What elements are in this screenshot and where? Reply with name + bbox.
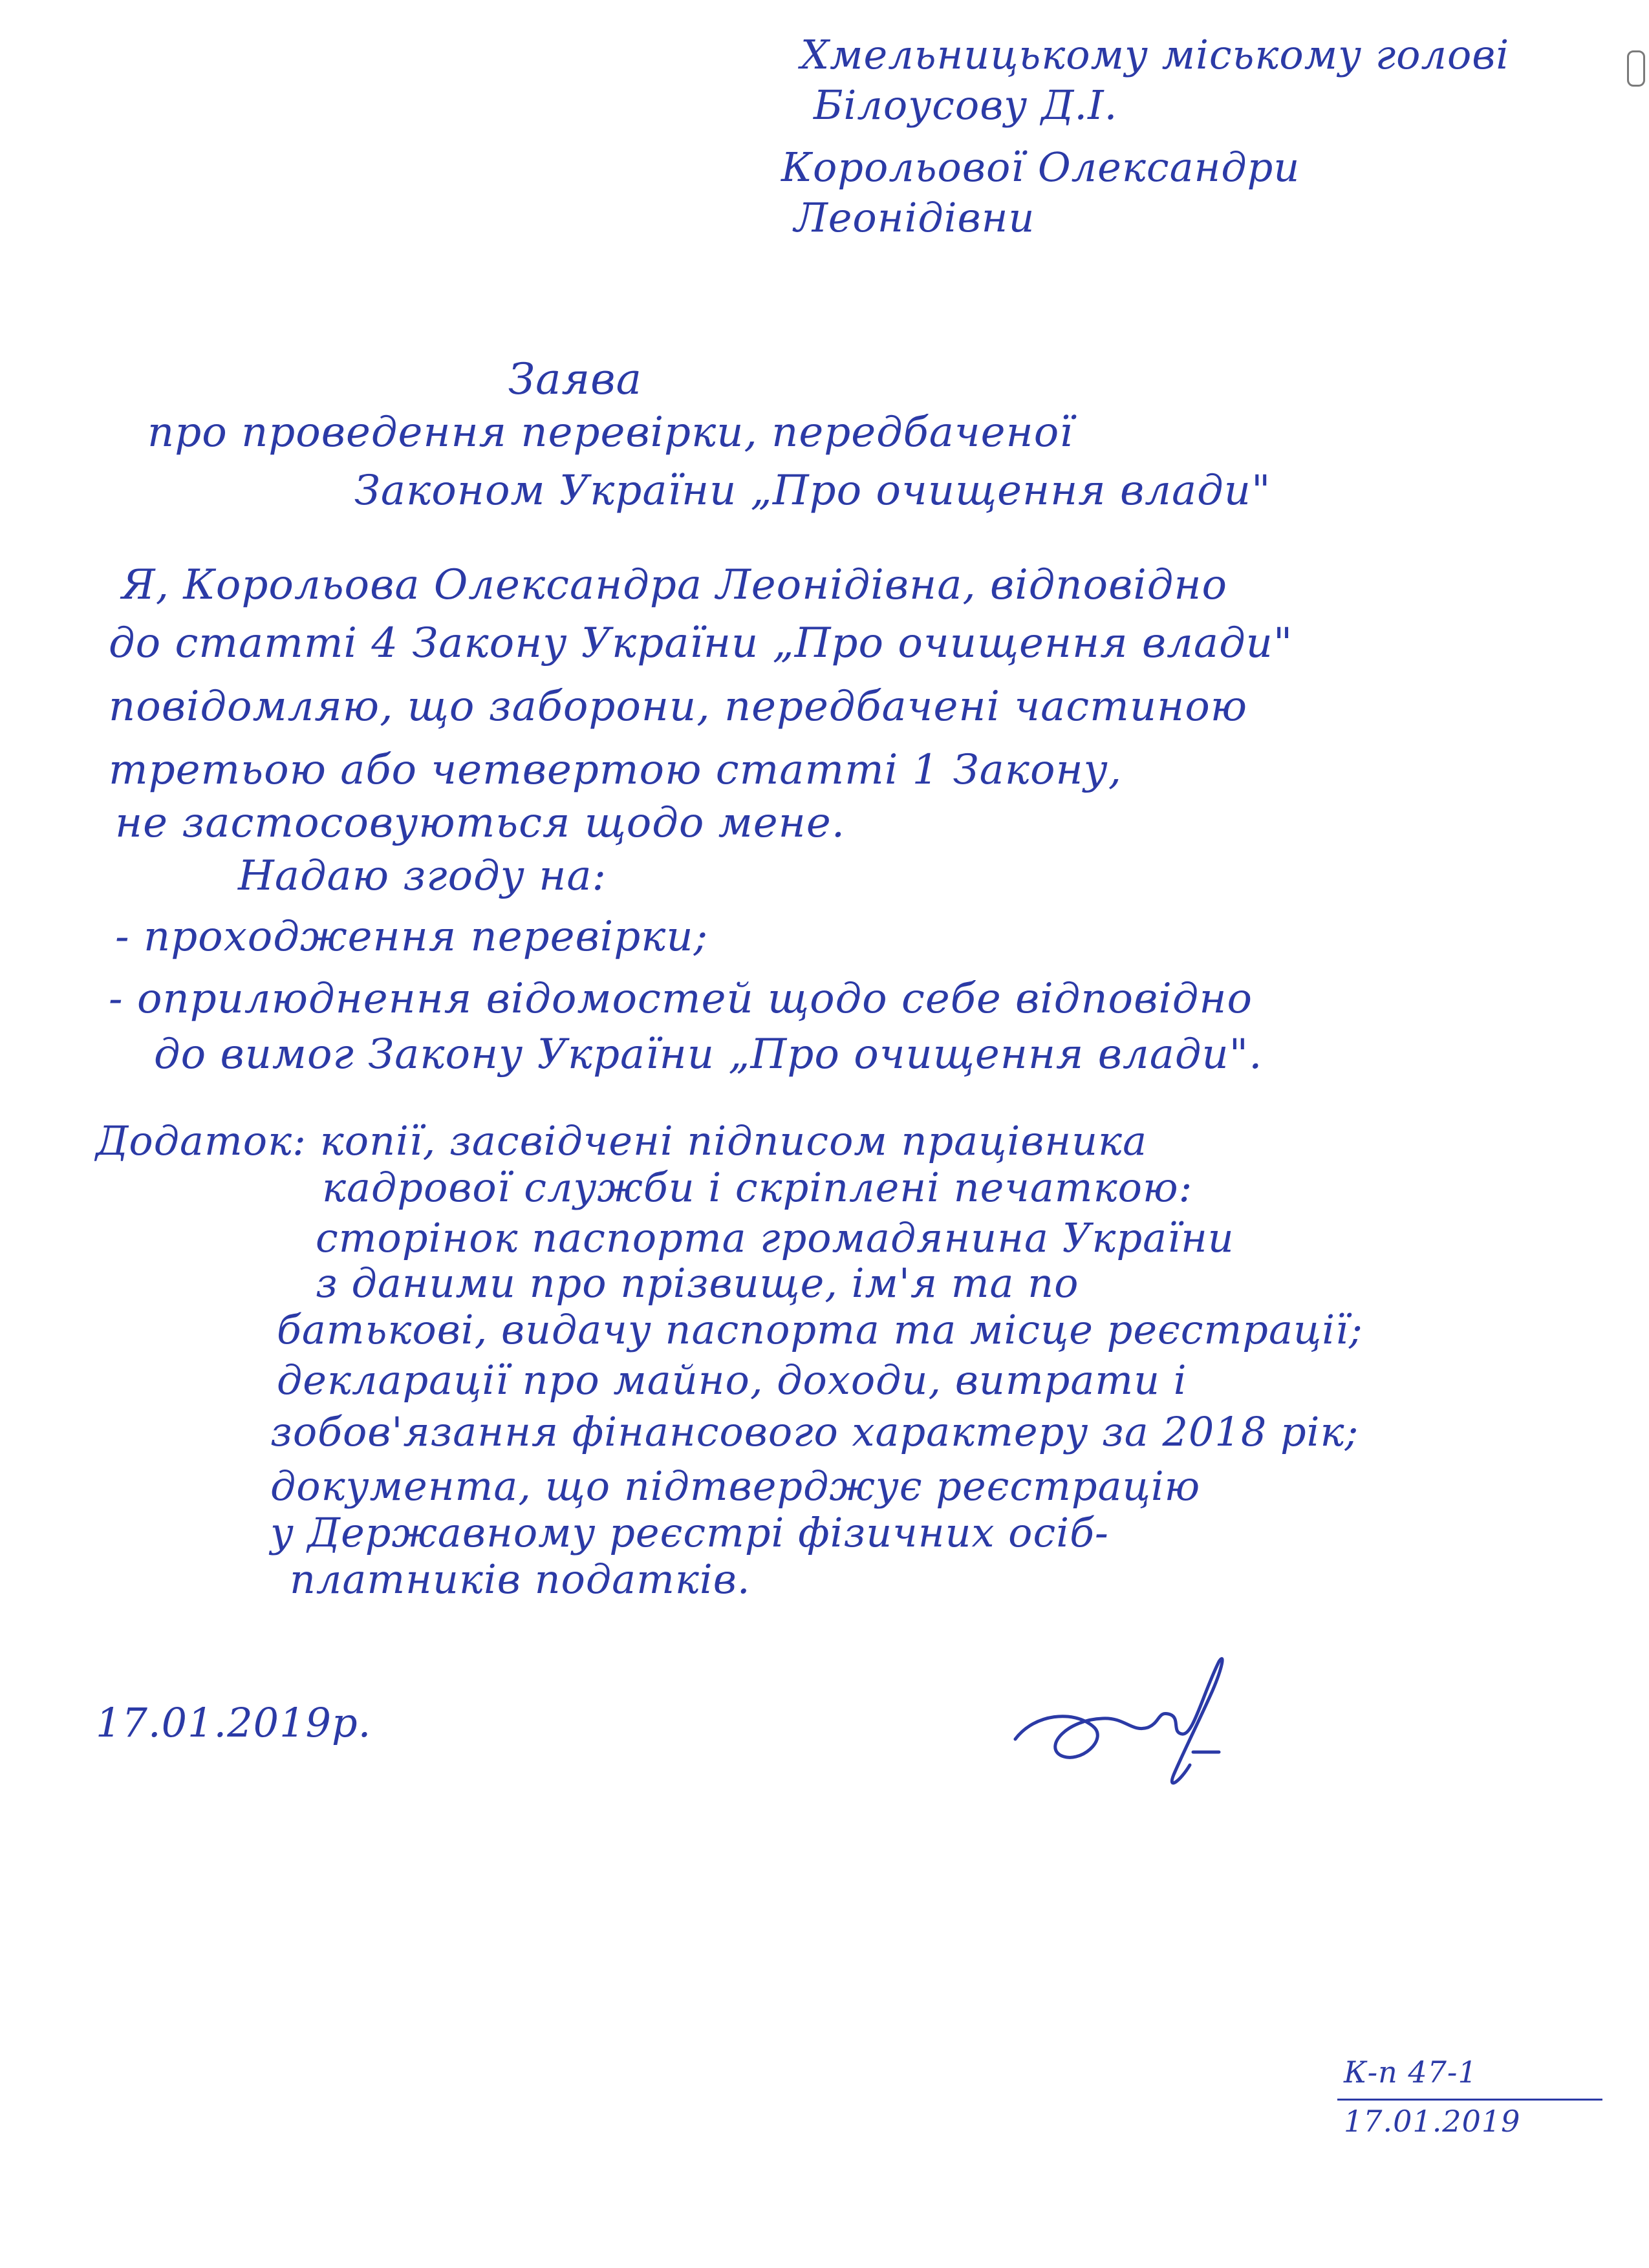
consent-item-2b: до вимог Закону України „Про очищення влади".	[154, 1031, 1263, 1078]
body-line-3: повідомляю, що заборони, передбачені частиною	[109, 683, 1248, 731]
annex-line-5: батькові, видачу паспорта та місце реєстрації;	[277, 1306, 1363, 1353]
annex-line-4: з даними про прізвище, ім'я та по	[316, 1259, 1079, 1307]
registration-number: К-п 47-1	[1344, 2055, 1478, 2090]
annex-line-8: документа, що підтверджує реєстрацію	[270, 1462, 1201, 1510]
registration-divider	[1337, 2099, 1602, 2101]
addressee-line-4: Леонідівни	[794, 194, 1035, 241]
registration-date: 17.01.2019	[1344, 2104, 1521, 2139]
annex-line-3: сторінок паспорта громадянина України	[316, 1214, 1234, 1261]
scan-edge-mark	[1627, 50, 1645, 87]
body-line-5: не застосовуються щодо мене.	[115, 799, 846, 847]
body-line-4: третьою або четвертою статті 1 Закону,	[109, 746, 1123, 794]
document-date: 17.01.2019р.	[96, 1699, 372, 1746]
addressee-line-3: Корольової Олександри	[781, 144, 1300, 191]
signature	[996, 1642, 1242, 1823]
annex-line-9: у Державному реєстрі фізичних осіб-	[270, 1509, 1109, 1556]
addressee-line-1: Хмельницькому міському голові	[801, 31, 1510, 78]
body-line-1: Я, Корольова Олександра Леонідівна, відповідно	[122, 561, 1228, 609]
annex-line-10: платників податків.	[290, 1556, 751, 1603]
document-title: Заява	[508, 354, 642, 404]
body-line-2: до статті 4 Закону України „Про очищення влади"	[109, 619, 1293, 667]
addressee-line-2: Білоусову Д.І.	[814, 81, 1118, 129]
consent-item-1: - проходження перевірки;	[115, 913, 709, 961]
annex-line-6: декларації про майно, доходи, витрати і	[277, 1356, 1187, 1404]
title-line-1: про проведення перевірки, передбаченої	[147, 409, 1073, 456]
annex-line-1: Додаток: копії, засвідчені підписом працівника	[96, 1117, 1148, 1164]
annex-line-2: кадрової служби і скріплені печаткою:	[322, 1164, 1193, 1211]
consent-heading: Надаю згоду на:	[238, 852, 607, 900]
annex-line-7: зобов'язання фінансового характеру за 2018 рік;	[270, 1408, 1359, 1455]
title-line-2: Законом України „Про очищення влади"	[354, 467, 1271, 515]
consent-item-2a: - оприлюднення відомостей щодо себе відповідно	[109, 975, 1253, 1023]
